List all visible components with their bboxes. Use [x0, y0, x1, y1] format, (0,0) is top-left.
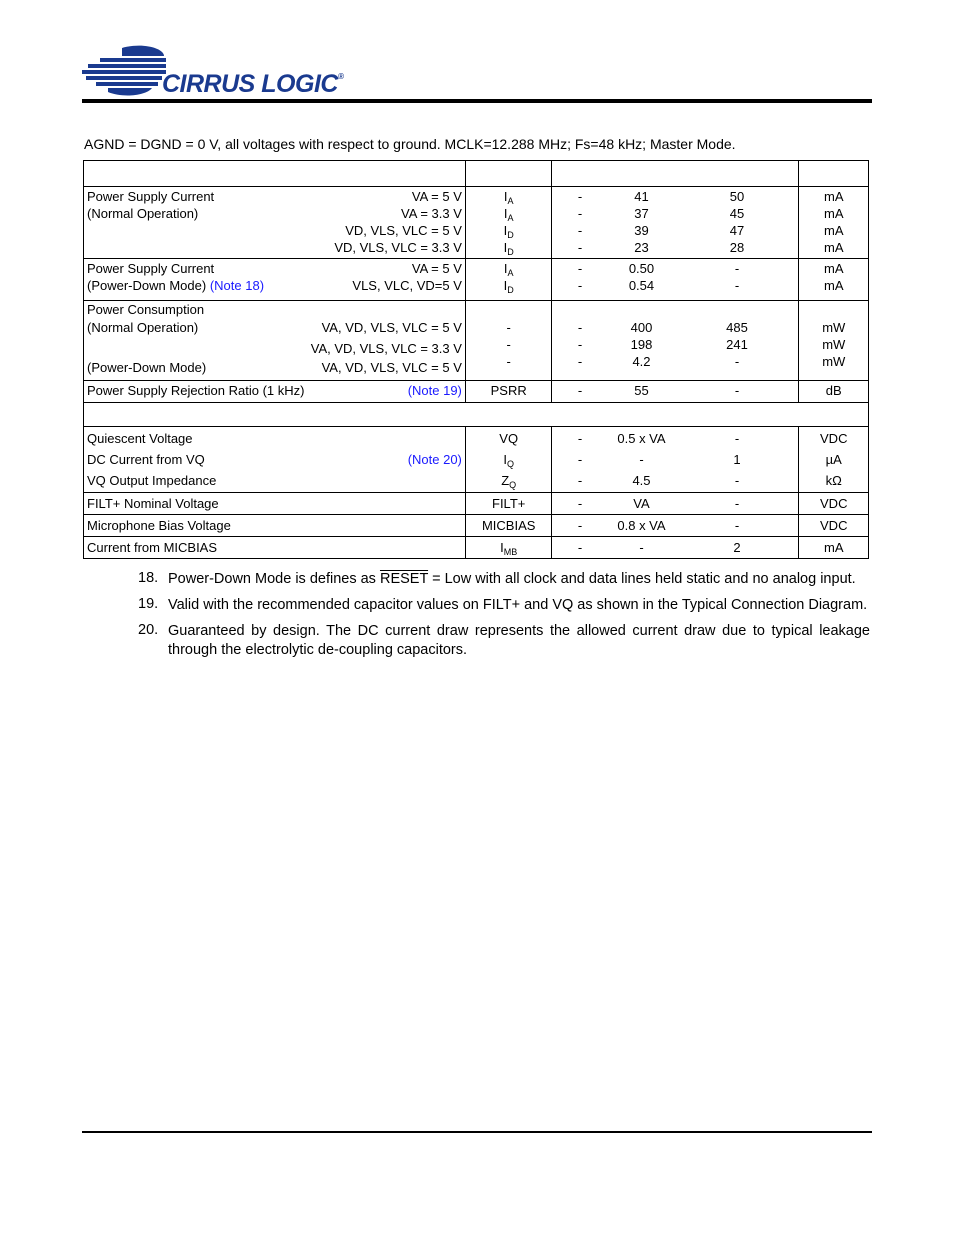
power-supply-characteristics-table	[83, 160, 869, 559]
table-row: Power Supply Current VA = 5 V (Normal Operation) VA = 3.3 V VD, VLS, VLC = 5 V VD, VLS, VLC = 3.3 V $I_A$ $I_A$ $I_D$ $I_D$ - 41 50 - 37 45 - 39 47 - 23 28 mA mA mA mA	[84, 187, 869, 259]
section-row	[84, 403, 869, 427]
header-rule	[82, 99, 872, 103]
note-18-link[interactable]: (Note 18)	[209, 278, 265, 293]
footer-rule	[82, 1131, 872, 1133]
note-19-link[interactable]: (Note 19)	[407, 383, 462, 398]
note-20-link[interactable]: (Note 20)	[407, 452, 462, 467]
table-row: Power Supply Rejection Ratio (1 kHz) (Note 19) PSRR - 55 - dB	[84, 381, 869, 403]
footnotes	[138, 570, 870, 667]
test-conditions: AGND = DGND = 0 V, all voltages with respect to ground. MCLK=12.288 MHz; Fs=48 kHz; Master Mode.	[84, 136, 736, 152]
table-row: Power Supply Current VA = 5 V (Power-Down Mode) (Note 18) VLS, VLC, VD=5 V $I_A$ $I_D$ - 0.50 - - 0.54 - mA mA	[84, 259, 869, 301]
footnote-20: 20. Guaranteed by design. The DC current draw represents the allowed current draw due to typical leakage through the electrolytic de-coupling capacitors.	[138, 622, 870, 658]
table-header-row	[84, 161, 869, 187]
table-row: Microphone Bias Voltage MICBIAS - 0.8 x VA - VDC	[84, 515, 869, 537]
symbol: $I_D$	[503, 223, 514, 240]
symbol: $I_D$	[503, 240, 514, 257]
condition-label: VD, VLS, VLC = 3.3 V	[334, 240, 462, 255]
company-logo-text: CIRRUS LOGIC®	[162, 70, 344, 98]
table-row: Quiescent Voltage DC Current from VQ (Note 20) VQ Output Impedance VQ $I_Q$ $Z_Q$ - 0.5 x VA - - - 1 - 4.5 - VDC µA kΩ	[84, 427, 869, 493]
footnote-19: 19. Valid with the recommended capacitor values on FILT+ and VQ as shown in the Typical Connection Diagram.	[138, 596, 868, 613]
table-row: Current from MICBIAS $I_{MB}$ - - 2 mA	[84, 537, 869, 559]
footnote-18: 18. Power-Down Mode is defines as RESET = Low with all clock and data lines held static and no analog input.	[138, 570, 856, 587]
param-label: Power Supply Current	[87, 189, 215, 204]
table-row: Power Consumption (Normal Operation) VA, VD, VLS, VLC = 5 V VA, VD, VLS, VLC = 3.3 V (Power-Down Mode) VA, VD, VLS, VLC = 5 V - - - - 400 485 - 198 241 - 4.2 - mW mW mW	[84, 301, 869, 381]
condition-label: VD, VLS, VLC = 5 V	[345, 223, 462, 238]
condition-label: VA = 3.3 V	[401, 206, 462, 221]
param-sublabel: (Normal Operation)	[87, 206, 199, 221]
table-row: FILT+ Nominal Voltage FILT+ - VA - VDC	[84, 493, 869, 515]
condition-label: VA = 5 V	[411, 189, 462, 204]
symbol: $I_A$	[503, 189, 514, 206]
symbol: $I_A$	[503, 206, 514, 223]
